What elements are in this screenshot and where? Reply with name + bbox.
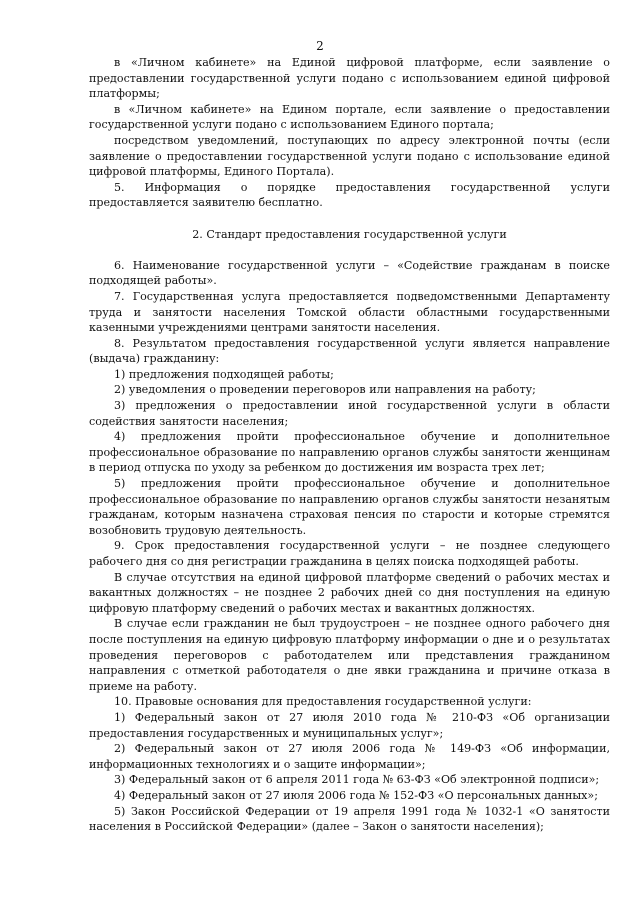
list-item: 1) предложения подходящей работы; — [114, 367, 334, 381]
list-item: 1) Федеральный закон от 27 июля 2010 года № 210-ФЗ «Об организации предоставления государственных и муниципальных услуг»; — [89, 710, 610, 740]
spacer — [89, 211, 610, 227]
list-item: 5) предложения пройти профессиональное обучение и дополнительное профессиональное образование по направлению органов службы занятости незанятым гражданам, которым назначена страховая пенсия по старости и которые стремятся возобновить трудовую деятельность. — [89, 477, 610, 537]
paragraph: В случае отсутствия на единой цифровой платформе сведений о рабочих местах и вакантных должностях – не позднее 2 рабочих дней со дня поступления на единую цифровую платформу сведений о рабочих местах и вакантных должностях. — [89, 570, 610, 615]
section-heading: 2. Стандарт предоставления государственной услуги — [192, 227, 507, 241]
list-item: 3) предложения о предоставлении иной государственной услуги в области содействия занятости населения; — [89, 399, 610, 428]
paragraph: посредством уведомлений, поступающих по адресу электронной почты (если заявление о предоставлении государственной услуги подано с использование единой цифровой платформы, Единого Портала). — [89, 133, 610, 179]
paragraph: в «Личном кабинете» на Единой цифровой платформе, если заявление о предоставлении государственной услуги подано с использованием единой цифровой платформы; — [89, 56, 610, 101]
paragraph: 10. Правовые основания для предоставления государственной услуги: — [114, 695, 532, 709]
paragraph: в «Личном кабинете» на Едином портале, если заявление о предоставлении государственной услуги подано с использованием Единого портала; — [89, 102, 610, 132]
page-number: 2 — [316, 39, 324, 53]
spacer — [89, 242, 610, 258]
paragraph: 7. Государственная услуга предоставляется подведомственными Департаменту труда и занятости населения Томской области областными государственными казенными учреждениями центрами занятости населения. — [89, 289, 610, 335]
paragraph: 5. Информация о порядке предоставления государственной услуги предоставляется заявителю бесплатно. — [89, 180, 610, 210]
list-item: 4) Федеральный закон от 27 июля 2006 года № 152-ФЗ «О персональных данных»; — [114, 788, 598, 802]
list-item: 3) Федеральный закон от 6 апреля 2011 года № 63-ФЗ «Об электронной подписи»; — [114, 773, 600, 787]
paragraph: 8. Результатом предоставления государственной услуги является направление (выдача) гражданину: — [89, 336, 610, 366]
list-item: 2) уведомления о проведении переговоров или направления на работу; — [114, 383, 536, 397]
list-item: 2) Федеральный закон от 27 июля 2006 года № 149-ФЗ «Об информации, информационных технологиях и о защите информации»; — [89, 742, 610, 771]
paragraph: 9. Срок предоставления государственной услуги – не позднее следующего рабочего дня со дня регистрации гражданина в целях поиска подходящей работы. — [89, 539, 610, 568]
list-item: 5) Закон Российской Федерации от 19 апреля 1991 года № 1032-1 «О занятости населения в Российской Федерации» (далее – Закон о занятости населения); — [89, 804, 610, 834]
paragraph: 6. Наименование государственной услуги – «Содействие гражданам в поиске подходящей работы». — [89, 258, 610, 288]
document-body — [89, 55, 610, 835]
list-item: 4) предложения пройти профессиональное обучение и дополнительное профессиональное образование по направлению органов службы занятости женщинам в период отпуска по уходу за ребенком до достижения им возраста трех лет; — [89, 430, 610, 475]
paragraph: В случае если гражданин не был трудоустроен – не позднее одного рабочего дня после поступления на единую цифровую платформу информации о дне и о результатах проведения переговоров с работодателем или представления гражданином направления с отметкой работодателя о дне явки гражданина и причине отказа в приеме на работу. — [89, 617, 610, 693]
